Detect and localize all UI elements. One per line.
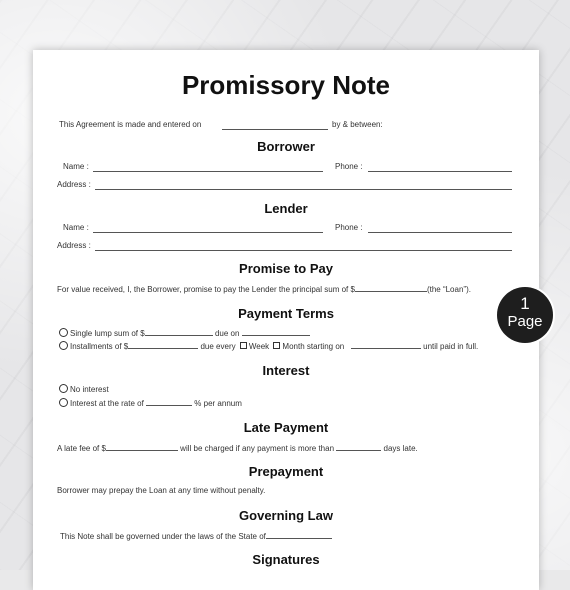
interest-rate-suffix: % per annum — [194, 399, 242, 408]
prepayment-text: Borrower may prepay the Loan at any time without penalty. — [57, 486, 266, 495]
agreement-date-field[interactable] — [222, 129, 328, 130]
borrower-name-label: Name : — [63, 162, 89, 171]
no-interest-label: No interest — [70, 385, 109, 394]
intro-text: This Agreement is made and entered on — [59, 120, 202, 129]
document-page — [33, 50, 539, 590]
lender-address-label: Address : — [57, 241, 91, 250]
installment-start-date-field[interactable] — [351, 340, 421, 349]
week-label: Week — [248, 342, 270, 351]
badge-number: 1 — [520, 294, 530, 313]
late-payment-text — [57, 442, 418, 453]
no-interest-radio[interactable] — [59, 384, 68, 393]
borrower-name-field[interactable] — [93, 171, 323, 172]
borrower-heading: Borrower — [257, 139, 315, 154]
promise-text — [57, 283, 471, 294]
page-title: Promissory Note — [181, 70, 391, 100]
lump-sum-radio[interactable] — [59, 328, 68, 337]
installments-end-label: until paid in full. — [423, 342, 479, 351]
lump-sum-due-date-field[interactable] — [242, 327, 310, 336]
late-fee-condition: will be charged if any payment is more than — [180, 444, 335, 453]
lender-heading: Lender — [264, 201, 308, 216]
prepayment-heading: Prepayment — [248, 464, 324, 479]
promise-suffix: (the “Loan”). — [426, 285, 471, 294]
borrower-address-label: Address : — [57, 180, 91, 189]
installments-option — [59, 340, 478, 351]
interest-rate-field[interactable] — [146, 397, 192, 406]
promise-heading: Promise to Pay — [239, 261, 333, 276]
interest-rate-option — [59, 397, 242, 408]
state-field[interactable] — [266, 530, 332, 539]
principal-sum-field[interactable] — [355, 283, 427, 292]
lump-sum-option — [59, 327, 310, 338]
late-fee-field[interactable] — [106, 442, 178, 451]
interest-rate-label: Interest at the rate of — [70, 399, 144, 408]
late-days-suffix: days late. — [383, 444, 418, 453]
month-label: Month starting on — [282, 342, 345, 351]
lender-address-field[interactable] — [95, 250, 512, 251]
late-days-field[interactable] — [336, 442, 381, 451]
intro-suffix: by & between: — [332, 120, 383, 129]
week-checkbox[interactable] — [240, 342, 247, 349]
interest-rate-radio[interactable] — [59, 398, 68, 407]
borrower-phone-label: Phone : — [335, 162, 363, 171]
payment-terms-heading: Payment Terms — [238, 306, 334, 321]
month-checkbox[interactable] — [273, 342, 280, 349]
lump-sum-label: Single lump sum of $ — [70, 329, 145, 338]
late-fee-label: A late fee of $ — [57, 444, 106, 453]
borrower-phone-field[interactable] — [368, 171, 512, 172]
borrower-address-field[interactable] — [95, 189, 512, 190]
lump-sum-amount-field[interactable] — [145, 327, 213, 336]
governing-law-sentence: This Note shall be governed under the laws of the State of — [60, 532, 266, 541]
page-count-badge — [497, 287, 553, 343]
promise-sentence: For value received, I, the Borrower, promise to pay the Lender the principal sum of $ — [57, 285, 355, 294]
interest-heading: Interest — [262, 363, 310, 378]
late-payment-heading: Late Payment — [243, 420, 329, 435]
installments-due-label: due every — [200, 342, 236, 351]
lender-name-field[interactable] — [93, 232, 323, 233]
lump-sum-due-label: due on — [214, 329, 240, 338]
no-interest-option — [59, 384, 109, 394]
installments-label: Installments of $ — [70, 342, 129, 351]
installment-amount-field[interactable] — [128, 340, 198, 349]
signatures-heading: Signatures — [252, 552, 320, 567]
lender-phone-label: Phone : — [335, 223, 363, 232]
governing-law-heading: Governing Law — [239, 508, 333, 523]
lender-phone-field[interactable] — [368, 232, 512, 233]
lender-name-label: Name : — [63, 223, 89, 232]
installments-radio[interactable] — [59, 341, 68, 350]
governing-law-text — [60, 530, 332, 541]
badge-label: Page — [507, 313, 543, 330]
